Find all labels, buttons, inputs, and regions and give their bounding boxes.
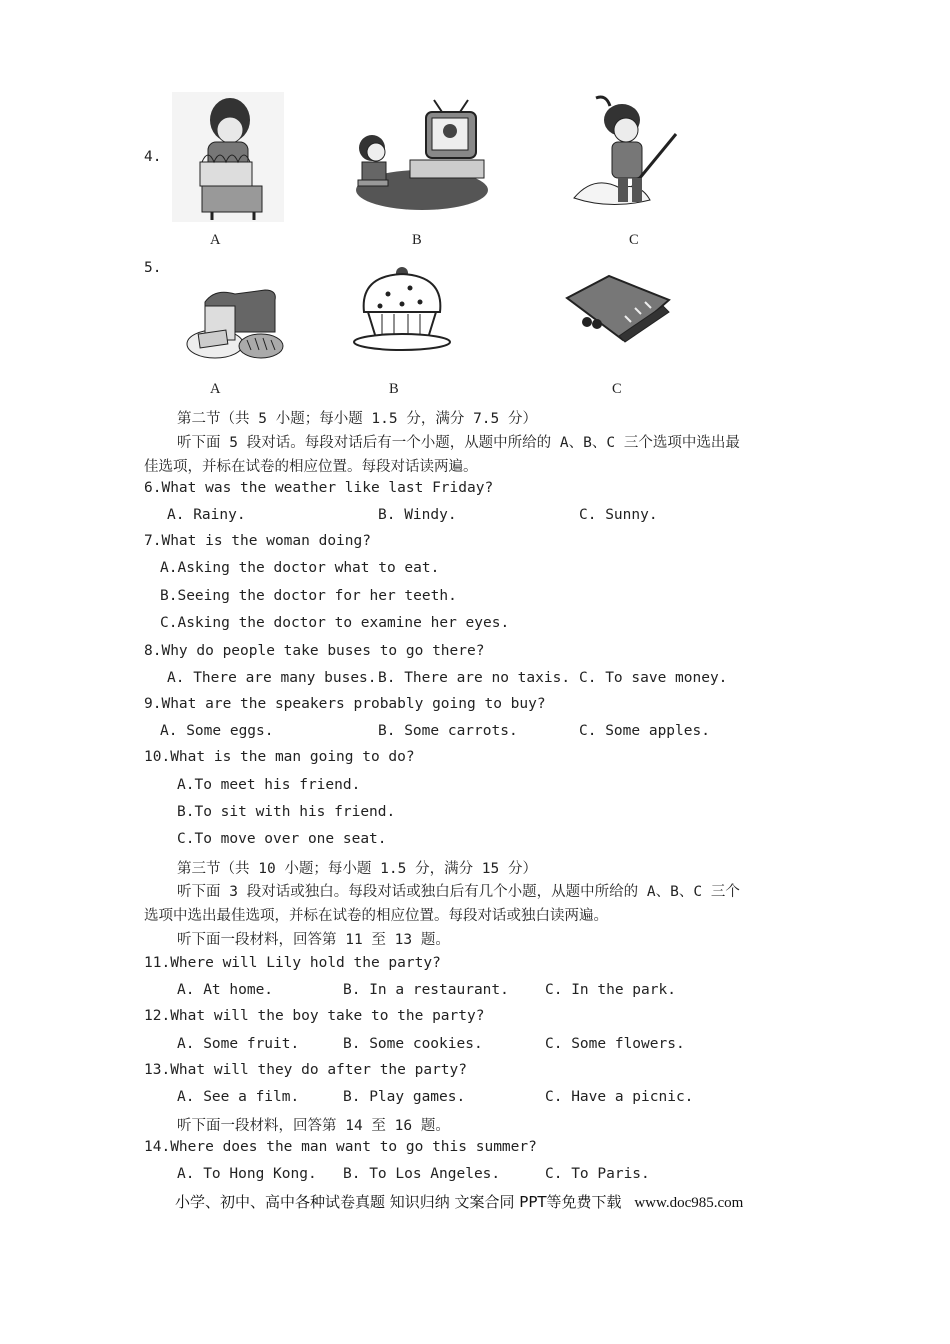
footer bbox=[175, 1191, 743, 1212]
section-3-instruction: 听下面 3 段对话或独白。每段对话或独白后有几个小题，从题中所给的 A、B、C 三个 bbox=[177, 884, 740, 900]
question-6-option-c: C. Sunny. bbox=[579, 507, 658, 523]
question-13-option-a: A. See a film. bbox=[177, 1089, 300, 1105]
question-11-text: 11.Where will Lily hold the party? bbox=[144, 955, 441, 971]
cupcake-picture bbox=[352, 266, 452, 354]
question-6-option-b: B. Windy. bbox=[378, 507, 457, 523]
section-3-instruction-cont: 选项中选出最佳选项，并标在试卷的相应位置。每段对话或独白读两遍。 bbox=[144, 908, 608, 924]
question-9-text: 9.What are the speakers probably going to buy? bbox=[144, 696, 546, 712]
question-9-option-a: A. Some eggs. bbox=[160, 723, 274, 739]
question-6-option-a: A. Rainy. bbox=[167, 507, 246, 523]
question-8-option-c: C. To save money. bbox=[579, 670, 728, 686]
question-9-option-c: C. Some apples. bbox=[579, 723, 710, 739]
question-7-option-c: C.Asking the doctor to examine her eyes. bbox=[160, 615, 510, 631]
question-10-option-b: B.To sit with his friend. bbox=[177, 804, 396, 820]
footer-text: 小学、初中、高中各种试卷真题 知识归纳 文案合同 PPT等免费下载 bbox=[175, 1193, 622, 1211]
question-8-text: 8.Why do people take buses to go there? bbox=[144, 643, 485, 659]
question-7-text: 7.What is the woman doing? bbox=[144, 533, 371, 549]
bread-picture bbox=[185, 284, 285, 362]
question-12-text: 12.What will the boy take to the party? bbox=[144, 1008, 485, 1024]
section-3-heading: 第三节（共 10 小题；每小题 1.5 分，满分 15 分） bbox=[177, 861, 537, 877]
question-11-option-b: B. In a restaurant. bbox=[343, 982, 509, 998]
material-2-intro: 听下面一段材料，回答第 14 至 16 题。 bbox=[177, 1118, 450, 1134]
question-11-option-a: A. At home. bbox=[177, 982, 274, 998]
option-b-label: B bbox=[389, 381, 399, 397]
material-1-intro: 听下面一段材料，回答第 11 至 13 题。 bbox=[177, 932, 450, 948]
girl-sweeping-snow-picture bbox=[570, 94, 684, 214]
girl-watching-tv-picture bbox=[350, 98, 488, 212]
option-a-label: A bbox=[210, 381, 221, 397]
question-13-text: 13.What will they do after the party? bbox=[144, 1062, 468, 1078]
question-10-text: 10.What is the man going to do? bbox=[144, 749, 415, 765]
footer-link[interactable]: www.doc985.com bbox=[634, 1195, 744, 1211]
section-2-instruction-cont: 佳选项，并标在试卷的相应位置。每段对话读两遍。 bbox=[144, 459, 478, 475]
question-7-option-b: B.Seeing the doctor for her teeth. bbox=[160, 588, 457, 604]
question-14-text: 14.Where does the man want to go this summer? bbox=[144, 1139, 537, 1155]
question-13-option-c: C. Have a picnic. bbox=[545, 1089, 694, 1105]
question-4-number: 4. bbox=[144, 149, 162, 165]
section-2-instruction: 听下面 5 段对话。每段对话后有一个小题，从题中所给的 A、B、C 三个选项中选出最 bbox=[177, 435, 740, 451]
question-8-option-a: A. There are many buses. bbox=[167, 670, 377, 686]
option-a-label: A bbox=[210, 232, 221, 248]
question-14-option-a: A. To Hong Kong. bbox=[177, 1166, 317, 1182]
option-b-label: B bbox=[412, 232, 422, 248]
question-14-option-b: B. To Los Angeles. bbox=[343, 1166, 501, 1182]
question-9-option-b: B. Some carrots. bbox=[378, 723, 518, 739]
question-10-option-a: A.To meet his friend. bbox=[177, 777, 361, 793]
option-c-label: C bbox=[629, 232, 639, 248]
question-12-option-c: C. Some flowers. bbox=[545, 1036, 685, 1052]
chocolate-bar-picture bbox=[563, 274, 671, 346]
question-8-option-b: B. There are no taxis. bbox=[378, 670, 571, 686]
option-c-label: C bbox=[612, 381, 622, 397]
question-12-option-a: A. Some fruit. bbox=[177, 1036, 300, 1052]
question-10-option-c: C.To move over one seat. bbox=[177, 831, 387, 847]
question-12-option-b: B. Some cookies. bbox=[343, 1036, 483, 1052]
question-6-text: 6.What was the weather like last Friday? bbox=[144, 480, 494, 496]
question-14-option-c: C. To Paris. bbox=[545, 1166, 650, 1182]
question-7-option-a: A.Asking the doctor what to eat. bbox=[160, 560, 440, 576]
question-11-option-c: C. In the park. bbox=[545, 982, 676, 998]
woman-cooking-picture bbox=[172, 92, 284, 222]
section-2-heading: 第二节（共 5 小题；每小题 1.5 分，满分 7.5 分） bbox=[177, 411, 537, 427]
question-13-option-b: B. Play games. bbox=[343, 1089, 466, 1105]
question-5-number: 5. bbox=[144, 260, 162, 276]
